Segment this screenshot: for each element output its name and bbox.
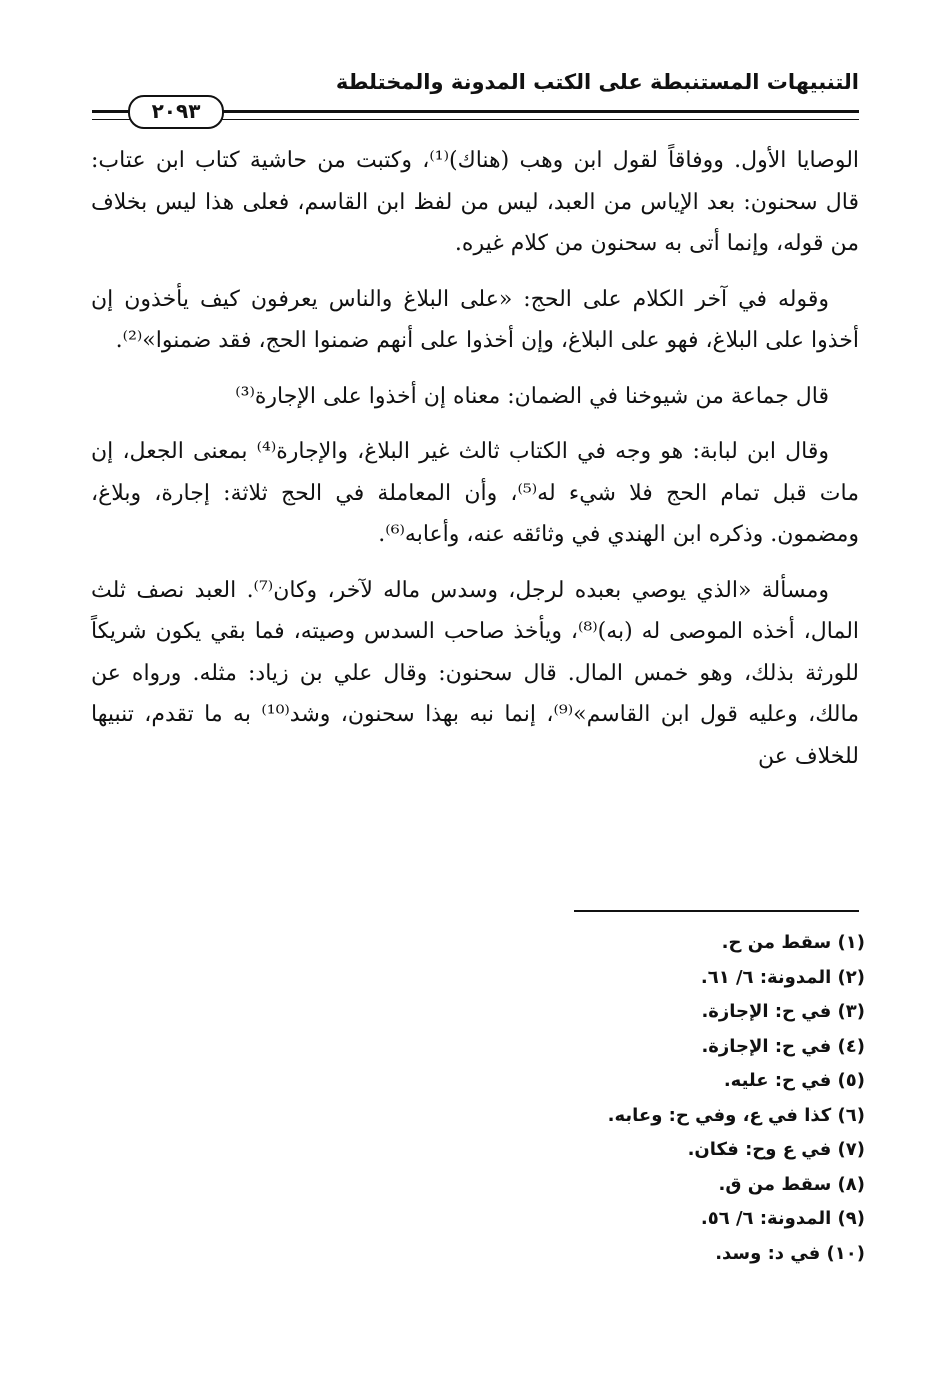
paragraph: قال جماعة من شيوخنا في الضمان: معناه إن أخذوا على الإجارة⁽³⁾ (235, 383, 829, 409)
footnote: (٤) في ح: الإجازة. (701, 1035, 865, 1057)
footnote: (٢) المدونة: ٦/ ٦١. (700, 966, 865, 988)
footnote: (٥) في ح: عليه. (723, 1070, 865, 1091)
footnote: (٣) في ح: الإجازة. (701, 1001, 865, 1022)
main-text (91, 140, 859, 791)
footnotes (165, 926, 865, 1271)
footnote-divider (574, 910, 859, 912)
footnote: (٩) المدونة: ٦/ ٥٦. (700, 1208, 865, 1229)
paragraph: وقال ابن لبابة: هو وجه في الكتاب ثالث غير البلاغ، والإجارة⁽⁴⁾ بمعنى الجعل، إن مات قبل تمام الحج فلا شيء له⁽⁵⁾، وأن المعاملة في الحج ثلاثة: إجارة، وبلاغ، ومضمون. وذكره ابن الهندي في وثائقه عنه، وأعابه⁽⁶⁾. (91, 439, 859, 547)
paragraph: ومسألة «الذي يوصي بعبده لرجل، وسدس ماله لآخر، وكان⁽⁷⁾. العبد نصف ثلث المال، أخذه الموصى له (به)⁽⁸⁾، ويأخذ صاحب السدس وصيته، فما بقي يكون شريكاً للورثة بذلك، وهو خمس المال. قال سحنون: وقال علي بن زياد: مثله. ورواه عن مالك، وعليه قول ابن القاسم»⁽⁹⁾، إنما نبه بهذا سحنون، وشد⁽¹⁰⁾ به ما تقدم، تنبيها للخلاف عن (91, 577, 860, 769)
paragraph: الوصايا الأول. ووفاقاً لقول ابن وهب (هناك)⁽¹⁾، وكتبت من حاشية كتاب ابن عتاب: قال سحنون: بعد الإياس من العبد، ليس من لفظ ابن القاسم، فعلى هذا ليس بخلاف من قوله، وإنما أتى به سحنون من كلام غيره. (91, 148, 860, 256)
page-number: ٢٠٩٣ (128, 95, 224, 129)
footnote: (١) سقط من ح. (721, 932, 865, 953)
footnote: (٧) في ع وح: فكان. (687, 1139, 865, 1160)
footnote: (١٠) في د: وسد. (715, 1242, 865, 1264)
paragraph: وقوله في آخر الكلام على الحج: «على البلاغ والناس يعرفون كيف يأخذون إن أخذوا على البلاغ، فهو على البلاغ، وإن أخذوا على أنهم ضمنوا الحج، فقد ضمنوا»⁽²⁾. (91, 286, 859, 353)
running-title: التنبيهات المستنبطة على الكتب المدونة والمختلطة (335, 70, 859, 94)
footnote: (٦) كذا في ع، وفي ح: وعابه. (607, 1104, 865, 1126)
footnote: (٨) سقط من ق. (718, 1173, 865, 1195)
